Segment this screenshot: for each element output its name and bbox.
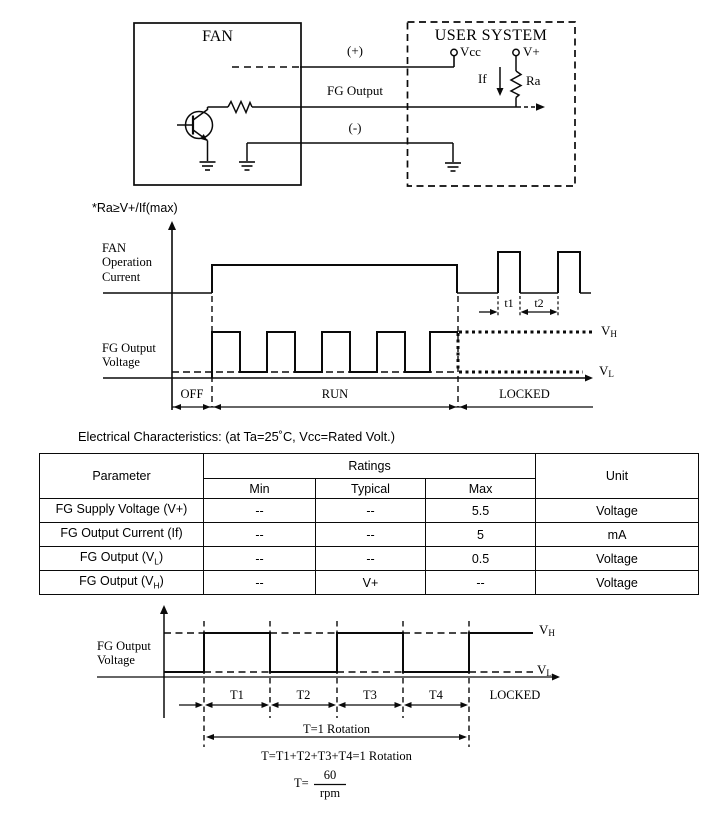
parameter-cell: FG Output Current (If) xyxy=(40,523,204,547)
label-line: FAN xyxy=(102,241,127,255)
vh-base: V xyxy=(539,622,549,637)
parameter-cell: FG Supply Voltage (V+) xyxy=(40,499,204,523)
d2-horizontal-axis xyxy=(97,674,560,681)
max-cell: 5 xyxy=(426,523,536,547)
t1-period-label: T1 xyxy=(230,688,244,702)
label-line: Voltage xyxy=(97,653,135,668)
run-region-label: RUN xyxy=(321,387,349,401)
fan-current-waveform xyxy=(103,252,591,293)
fg-wire-arrow xyxy=(536,103,545,111)
d2-vh-label xyxy=(539,623,555,638)
table-row xyxy=(40,499,699,523)
minus-wire-label: (-) xyxy=(348,120,362,135)
timing-diagram-2 xyxy=(0,600,717,818)
d2-vl-label xyxy=(537,663,552,678)
vh-sub: H xyxy=(610,329,617,339)
vplus-terminal-label: V+ xyxy=(523,44,540,59)
label-line: FG Output xyxy=(102,341,156,355)
fg-voltage-waveform xyxy=(103,332,593,382)
typical-cell: -- xyxy=(316,547,426,571)
vh-sub: H xyxy=(548,628,555,638)
fan-box xyxy=(134,23,301,185)
circuit-diagram xyxy=(0,0,717,200)
vl-sub: L xyxy=(608,369,614,379)
parameter-cell: FG Output $(V_L)$ xyxy=(40,547,204,571)
d2-locked-label: LOCKED xyxy=(489,688,541,702)
max-cell: 0.5 xyxy=(426,547,536,571)
off-region-label: OFF xyxy=(180,387,204,401)
max-cell: -- xyxy=(426,571,536,595)
vl-base: V xyxy=(537,662,547,677)
plus-wire-label: (+) xyxy=(347,43,363,58)
electrical-characteristics-table xyxy=(39,453,699,595)
typical-cell: -- xyxy=(316,523,426,547)
t-formula-numerator: 60 xyxy=(323,768,337,782)
ratings-header-cell: Ratings xyxy=(204,454,536,479)
vh-base: V xyxy=(601,323,611,338)
d2-vertical-axis xyxy=(160,605,168,718)
ra-formula-note: *Ra≥V+/If(max) xyxy=(92,201,178,215)
vl-base: V xyxy=(599,363,609,378)
t3-period-label: T3 xyxy=(363,688,377,702)
locked-region-label: LOCKED xyxy=(499,387,550,401)
if-current-label: If xyxy=(478,71,487,86)
rotation-dim-label: T=1 Rotation xyxy=(302,722,371,736)
label-line: Current xyxy=(102,269,141,284)
rotation-formula: T=T1+T2+T3+T4=1 Rotation xyxy=(261,749,412,763)
t-formula-denominator: rpm xyxy=(319,786,341,800)
t-period-dimension-arrows xyxy=(179,702,468,708)
vl-sub: L xyxy=(546,668,552,678)
max-header-cell: Max xyxy=(426,479,536,499)
t2-label: t2 xyxy=(534,296,544,310)
vcc-terminal-label: Vcc xyxy=(460,44,481,59)
vh-label xyxy=(601,324,617,339)
typical-header-cell: Typical xyxy=(316,479,426,499)
min-cell: -- xyxy=(204,499,316,523)
min-cell: -- xyxy=(204,547,316,571)
fan-ground-icon xyxy=(239,162,255,170)
d1-axis-arrow xyxy=(585,375,593,382)
if-current-arrow xyxy=(497,67,504,96)
ground-symbols xyxy=(200,162,462,171)
typical-cell: -- xyxy=(316,499,426,523)
user-system-ground-icon xyxy=(445,163,461,171)
table-header-row xyxy=(40,454,699,479)
user-system-box xyxy=(408,22,576,186)
unit-cell: Voltage xyxy=(536,499,699,523)
fg-voltage-axis-label xyxy=(102,341,156,370)
emitter-ground-icon xyxy=(200,162,216,170)
fg-output-wire xyxy=(208,102,546,113)
table-row xyxy=(40,571,699,595)
vplus-terminal xyxy=(513,49,519,55)
label-line: Operation xyxy=(102,255,152,270)
min-cell: -- xyxy=(204,571,316,595)
t2-period-label: T2 xyxy=(296,688,311,702)
fg-rotation-waveform xyxy=(164,633,533,672)
d2-fg-voltage-axis-label xyxy=(97,639,151,668)
unit-cell: Voltage xyxy=(536,571,699,595)
fan-box-title: FAN xyxy=(202,28,233,45)
electrical-characteristics-heading: Electrical Characteristics: (at Ta=25˚C, Vcc=Rated Volt.) xyxy=(78,429,395,444)
min-cell: -- xyxy=(204,523,316,547)
t-formula-prefix: T= xyxy=(294,776,309,790)
fg-output-wire-label: FG Output xyxy=(327,83,383,98)
fan-transistor xyxy=(177,107,213,161)
t4-period-label: T4 xyxy=(429,688,443,702)
user-system-box-title: USER SYSTEM xyxy=(434,27,548,44)
parameter-cell: FG Output $(V_H)$ xyxy=(40,571,204,595)
label-line: FG Output xyxy=(97,639,151,653)
max-cell: 5.5 xyxy=(426,499,536,523)
unit-cell: Voltage xyxy=(536,547,699,571)
table-row xyxy=(40,547,699,571)
vcc-terminal xyxy=(451,49,457,55)
series-resistor xyxy=(228,102,252,113)
ra-resistor-label: Ra xyxy=(526,73,541,88)
ra-resistor xyxy=(511,71,521,98)
vl-label xyxy=(599,364,614,379)
label-line: Voltage xyxy=(102,355,140,370)
min-header-cell: Min xyxy=(204,479,316,499)
unit-cell: mA xyxy=(536,523,699,547)
mode-dimension-line xyxy=(172,404,593,410)
minus-wire xyxy=(247,143,453,162)
typical-cell: V+ xyxy=(316,571,426,595)
d1-vertical-axis xyxy=(168,221,176,410)
unit-header-cell: Unit xyxy=(536,454,699,499)
fan-current-axis-label xyxy=(102,241,152,284)
t1-label: t1 xyxy=(504,296,514,310)
table-row xyxy=(40,523,699,547)
parameter-header-cell: Parameter xyxy=(40,454,204,499)
